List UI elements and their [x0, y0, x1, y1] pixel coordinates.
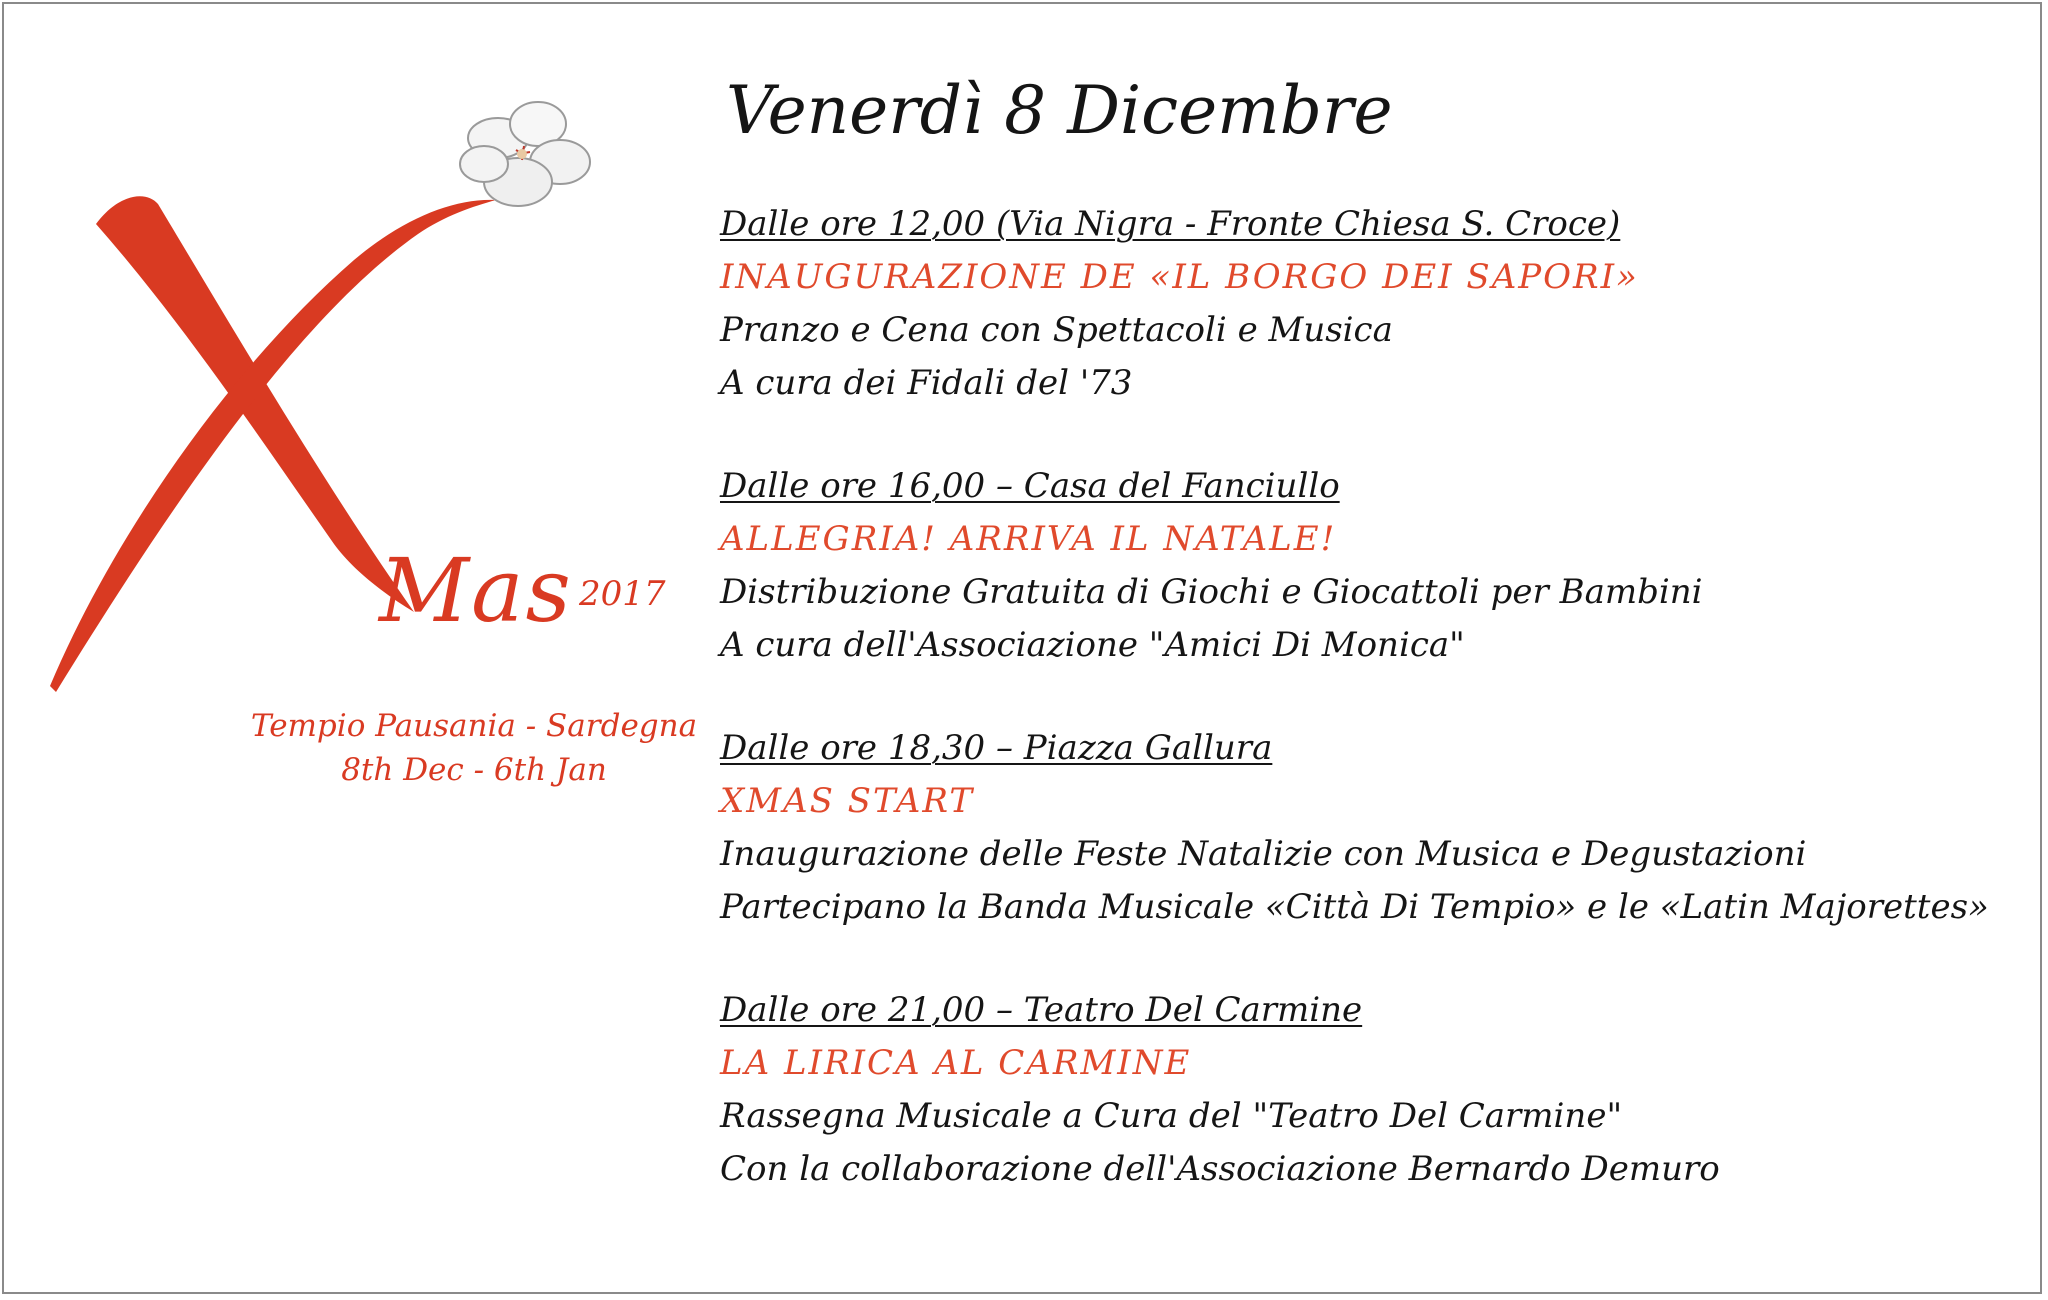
event-description: Rassegna Musicale a Cura del "Teatro Del Carmine" — [720, 1096, 1623, 1136]
logo-mas-text: Mas — [379, 539, 573, 642]
event-description: Distribuzione Gratuita di Giochi e Giocattoli per Bambini — [720, 572, 1703, 612]
event-item — [720, 198, 2030, 410]
white-flower-icon — [460, 102, 590, 206]
logo-place: Tempio Pausania - Sardegna — [250, 708, 698, 744]
event-time: Dalle ore 18,30 – Piazza Gallura — [720, 728, 1273, 768]
page-frame — [2, 2, 2042, 1294]
event-item — [720, 984, 2030, 1196]
event-program — [720, 66, 2030, 1246]
event-organizer: A cura dell'Associazione "Amici Di Monica" — [720, 625, 1465, 665]
logo-dates: 8th Dec - 6th Jan — [341, 752, 607, 788]
logo-year: 2017 — [579, 574, 666, 614]
event-time: Dalle ore 21,00 – Teatro Del Carmine — [720, 990, 1363, 1030]
event-title: ALLEGRIA! ARRIVA IL NATALE! — [720, 519, 1337, 559]
event-organizer: A cura dei Fidali del '73 — [720, 363, 1133, 403]
day-title: Venerdì 8 Dicembre — [726, 72, 1393, 149]
event-item — [720, 722, 2030, 934]
event-item — [720, 460, 2030, 672]
event-title: LA LIRICA AL CARMINE — [720, 1043, 1192, 1083]
event-time: Dalle ore 12,00 (Via Nigra - Fronte Chiesa S. Croce) — [720, 204, 1621, 244]
event-time: Dalle ore 16,00 – Casa del Fanciullo — [720, 466, 1340, 506]
event-description: Inaugurazione delle Feste Natalizie con Musica e Degustazioni — [720, 834, 1807, 874]
event-description: Pranzo e Cena con Spettacoli e Musica — [720, 310, 1393, 350]
event-title: XMAS START — [720, 781, 975, 821]
xmas-logo — [34, 64, 698, 824]
event-organizer: Partecipano la Banda Musicale «Città Di Tempio» e le «Latin Majorettes» — [720, 887, 1989, 927]
event-organizer: Con la collaborazione dell'Associazione Bernardo Demuro — [720, 1149, 1720, 1189]
logo-place-block — [249, 704, 699, 792]
event-title: INAUGURAZIONE DE «IL BORGO DEI SAPORI» — [720, 257, 1639, 297]
